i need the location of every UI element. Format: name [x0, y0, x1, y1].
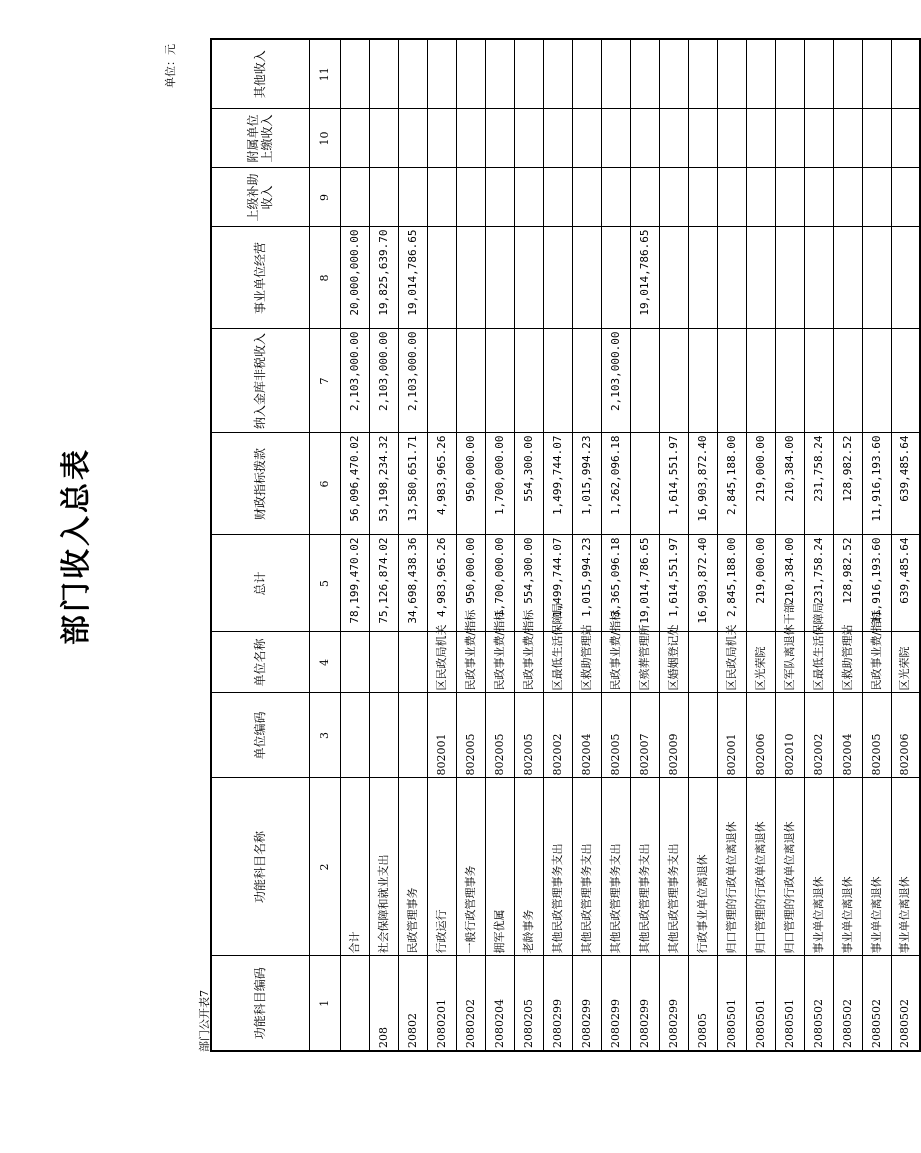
function-name-cell: 其他民政管理事务支出	[630, 778, 659, 956]
table-row	[891, 39, 920, 1051]
page-title: 部门收入总表	[59, 447, 94, 645]
fiscal-allocation-cell: 4,983,965.26	[427, 433, 456, 535]
total-cell: 554,300.00	[514, 535, 543, 632]
business-income-cell	[427, 227, 456, 329]
unit-name-cell: 区民政局机关	[717, 632, 746, 693]
function-name-cell: 归口管理的行政单位离退休	[717, 778, 746, 956]
unit-code-cell: 802005	[456, 693, 485, 778]
total-cell: 2,845,188.00	[717, 535, 746, 632]
other-income-cell	[572, 39, 601, 109]
nontax-revenue-cell	[862, 329, 891, 433]
other-income-cell	[891, 39, 920, 109]
other-income-cell	[543, 39, 572, 109]
table-row	[543, 39, 572, 1051]
unit-code-cell: 802005	[601, 693, 630, 778]
business-income-cell	[775, 227, 804, 329]
nontax-revenue-cell	[572, 329, 601, 433]
other-income-cell	[688, 39, 717, 109]
unit-code-cell	[369, 693, 398, 778]
nontax-revenue-cell	[775, 329, 804, 433]
unit-code-cell: 802004	[572, 693, 601, 778]
other-income-cell	[746, 39, 775, 109]
unit-name-cell: 区殡葬管理所	[630, 632, 659, 693]
nontax-revenue-cell	[630, 329, 659, 433]
function-name-cell: 合计	[340, 778, 369, 956]
table-row	[485, 39, 514, 1051]
unit-name-cell: 区军队离退休干部	[775, 632, 804, 693]
fiscal-allocation-cell: 1,499,744.07	[543, 433, 572, 535]
affiliate-payment-cell	[543, 109, 572, 168]
function-name-cell: 事业单位离退休	[862, 778, 891, 956]
affiliate-payment-cell	[659, 109, 688, 168]
function-code-cell: 2080501	[717, 956, 746, 1051]
header-cell: 附属单位上缴收入	[211, 109, 309, 168]
unit-name-cell: 区救助管理站	[572, 632, 601, 693]
unit-name-cell	[688, 632, 717, 693]
fiscal-allocation-cell: 950,000.00	[456, 433, 485, 535]
business-income-cell	[746, 227, 775, 329]
other-income-cell	[485, 39, 514, 109]
nontax-revenue-cell	[688, 329, 717, 433]
unit-name-cell: 区救助管理站	[833, 632, 862, 693]
nontax-revenue-cell	[543, 329, 572, 433]
function-code-cell: 2080501	[746, 956, 775, 1051]
upper-subsidy-cell	[514, 168, 543, 227]
business-income-cell	[862, 227, 891, 329]
unit-name-cell	[398, 632, 427, 693]
table-row	[775, 39, 804, 1051]
function-code-cell: 2080201	[427, 956, 456, 1051]
function-name-cell: 其他民政管理事务支出	[572, 778, 601, 956]
table-row	[514, 39, 543, 1051]
affiliate-payment-cell	[833, 109, 862, 168]
fiscal-allocation-cell: 11,916,193.60	[862, 433, 891, 535]
business-income-cell: 20,000,000.00	[340, 227, 369, 329]
unit-code-cell: 802005	[485, 693, 514, 778]
unit-code-cell: 802010	[775, 693, 804, 778]
unit-code-cell: 802009	[659, 693, 688, 778]
nontax-revenue-cell: 2,103,000.00	[601, 329, 630, 433]
index-cell: 1	[309, 956, 340, 1051]
total-cell: 34,698,438.36	[398, 535, 427, 632]
table-row	[804, 39, 833, 1051]
unit-name-cell: 民政事业费/指标	[456, 632, 485, 693]
affiliate-payment-cell	[398, 109, 427, 168]
function-name-cell: 归口管理的行政单位离退休	[775, 778, 804, 956]
function-name-cell: 社会保障和就业支出	[369, 778, 398, 956]
table-row	[746, 39, 775, 1051]
fiscal-allocation-cell: 1,700,000.00	[485, 433, 514, 535]
function-code-cell: 2080204	[485, 956, 514, 1051]
total-cell: 128,982.52	[833, 535, 862, 632]
function-code-cell: 2080502	[891, 956, 920, 1051]
upper-subsidy-cell	[427, 168, 456, 227]
total-cell: 75,126,874.02	[369, 535, 398, 632]
fiscal-allocation-cell: 2,845,188.00	[717, 433, 746, 535]
affiliate-payment-cell	[891, 109, 920, 168]
total-cell: 950,000.00	[456, 535, 485, 632]
function-name-cell: 行政运行	[427, 778, 456, 956]
income-summary-table	[210, 38, 921, 1052]
function-name-cell: 行政事业单位离退休	[688, 778, 717, 956]
total-cell: 19,014,786.65	[630, 535, 659, 632]
total-cell: 639,485.64	[891, 535, 920, 632]
index-cell: 7	[309, 329, 340, 433]
affiliate-payment-cell	[514, 109, 543, 168]
affiliate-payment-cell	[775, 109, 804, 168]
function-name-cell: 民政管理事务	[398, 778, 427, 956]
header-cell: 事业单位经营	[211, 227, 309, 329]
function-name-cell: 拥军优属	[485, 778, 514, 956]
business-income-cell	[601, 227, 630, 329]
unit-name-cell: 民政事业费/指标	[862, 632, 891, 693]
table-row	[427, 39, 456, 1051]
other-income-cell	[340, 39, 369, 109]
upper-subsidy-cell	[775, 168, 804, 227]
index-cell: 11	[309, 39, 340, 109]
rotated-page	[40, 40, 912, 1052]
nontax-revenue-cell: 2,103,000.00	[340, 329, 369, 433]
header-cell: 单位编码	[211, 693, 309, 778]
unit-name-cell: 区最低生活保障局	[543, 632, 572, 693]
upper-subsidy-cell	[717, 168, 746, 227]
unit-code-cell: 802005	[862, 693, 891, 778]
fiscal-allocation-cell: 639,485.64	[891, 433, 920, 535]
index-cell: 10	[309, 109, 340, 168]
fiscal-allocation-cell: 16,903,872.40	[688, 433, 717, 535]
other-income-cell	[862, 39, 891, 109]
fiscal-allocation-cell: 1,614,551.97	[659, 433, 688, 535]
nontax-revenue-cell	[891, 329, 920, 433]
business-income-cell	[456, 227, 485, 329]
unit-name-cell: 民政事业费/指标	[601, 632, 630, 693]
total-cell: 11,916,193.60	[862, 535, 891, 632]
function-name-cell: 事业单位离退休	[804, 778, 833, 956]
index-cell: 9	[309, 168, 340, 227]
function-name-cell: 其他民政管理事务支出	[659, 778, 688, 956]
nontax-revenue-cell: 2,103,000.00	[398, 329, 427, 433]
fiscal-allocation-cell: 56,096,470.02	[340, 433, 369, 535]
affiliate-payment-cell	[572, 109, 601, 168]
table-row	[630, 39, 659, 1051]
header-cell: 总计	[211, 535, 309, 632]
unit-name-cell	[340, 632, 369, 693]
nontax-revenue-cell	[717, 329, 746, 433]
upper-subsidy-cell	[398, 168, 427, 227]
unit-label: 单位：元	[164, 44, 177, 88]
other-income-cell	[601, 39, 630, 109]
affiliate-payment-cell	[456, 109, 485, 168]
table-row	[601, 39, 630, 1051]
affiliate-payment-cell	[427, 109, 456, 168]
nontax-revenue-cell	[833, 329, 862, 433]
business-income-cell: 19,014,786.65	[398, 227, 427, 329]
fiscal-allocation-cell: 210,384.00	[775, 433, 804, 535]
table-row	[456, 39, 485, 1051]
upper-subsidy-cell	[891, 168, 920, 227]
fiscal-allocation-cell: 53,198,234.32	[369, 433, 398, 535]
unit-name-cell: 区光荣院	[891, 632, 920, 693]
affiliate-payment-cell	[340, 109, 369, 168]
function-code-cell: 2080502	[833, 956, 862, 1051]
nontax-revenue-cell: 2,103,000.00	[369, 329, 398, 433]
unit-name-cell: 区最低生活保障局	[804, 632, 833, 693]
business-income-cell	[543, 227, 572, 329]
index-cell: 6	[309, 433, 340, 535]
business-income-cell	[514, 227, 543, 329]
affiliate-payment-cell	[688, 109, 717, 168]
function-code-cell: 2080202	[456, 956, 485, 1051]
unit-code-cell: 802001	[717, 693, 746, 778]
affiliate-payment-cell	[369, 109, 398, 168]
affiliate-payment-cell	[746, 109, 775, 168]
table-row	[369, 39, 398, 1051]
upper-subsidy-cell	[630, 168, 659, 227]
business-income-cell	[833, 227, 862, 329]
table-row	[717, 39, 746, 1051]
other-income-cell	[456, 39, 485, 109]
unit-code-cell: 802001	[427, 693, 456, 778]
header-cell: 财政指标拨款	[211, 433, 309, 535]
business-income-cell	[572, 227, 601, 329]
index-cell: 5	[309, 535, 340, 632]
business-income-cell	[804, 227, 833, 329]
function-name-cell: 一般行政管理事务	[456, 778, 485, 956]
function-code-cell: 2080205	[514, 956, 543, 1051]
nontax-revenue-cell	[746, 329, 775, 433]
function-code-cell	[340, 956, 369, 1051]
header-row	[211, 39, 309, 1051]
fiscal-allocation-cell: 128,982.52	[833, 433, 862, 535]
unit-code-cell: 802006	[891, 693, 920, 778]
fiscal-allocation-cell: 1,015,994.23	[572, 433, 601, 535]
nontax-revenue-cell	[514, 329, 543, 433]
index-cell: 3	[309, 693, 340, 778]
unit-code-cell	[688, 693, 717, 778]
table-row	[398, 39, 427, 1051]
upper-subsidy-cell	[746, 168, 775, 227]
fiscal-allocation-cell: 13,580,651.71	[398, 433, 427, 535]
total-cell: 231,758.24	[804, 535, 833, 632]
upper-subsidy-cell	[659, 168, 688, 227]
other-income-cell	[775, 39, 804, 109]
fiscal-allocation-cell: 1,262,096.18	[601, 433, 630, 535]
total-cell: 4,983,965.26	[427, 535, 456, 632]
header-cell: 上级补助收入	[211, 168, 309, 227]
upper-subsidy-cell	[572, 168, 601, 227]
header-cell: 功能科目名称	[211, 778, 309, 956]
function-code-cell: 2080502	[862, 956, 891, 1051]
affiliate-payment-cell	[862, 109, 891, 168]
upper-subsidy-cell	[862, 168, 891, 227]
other-income-cell	[659, 39, 688, 109]
function-name-cell: 老龄事务	[514, 778, 543, 956]
upper-subsidy-cell	[485, 168, 514, 227]
upper-subsidy-cell	[340, 168, 369, 227]
index-row	[309, 39, 340, 1051]
total-cell: 3,365,096.18	[601, 535, 630, 632]
fiscal-allocation-cell: 554,300.00	[514, 433, 543, 535]
header-cell: 其他收入	[211, 39, 309, 109]
function-code-cell: 2080502	[804, 956, 833, 1051]
unit-code-cell	[340, 693, 369, 778]
function-code-cell: 2080299	[659, 956, 688, 1051]
business-income-cell: 19,014,786.65	[630, 227, 659, 329]
total-cell: 78,199,470.02	[340, 535, 369, 632]
unit-name-cell: 区光荣院	[746, 632, 775, 693]
unit-name-cell: 区民政局机关	[427, 632, 456, 693]
nontax-revenue-cell	[427, 329, 456, 433]
header-cell: 功能科目编码	[211, 956, 309, 1051]
total-cell: 1,700,000.00	[485, 535, 514, 632]
unit-code-cell	[398, 693, 427, 778]
table-number: 部门公开表7	[198, 990, 211, 1052]
unit-name-cell	[369, 632, 398, 693]
other-income-cell	[369, 39, 398, 109]
total-cell: 210,384.00	[775, 535, 804, 632]
function-name-cell: 事业单位离退休	[891, 778, 920, 956]
affiliate-payment-cell	[804, 109, 833, 168]
upper-subsidy-cell	[456, 168, 485, 227]
function-code-cell: 20805	[688, 956, 717, 1051]
affiliate-payment-cell	[717, 109, 746, 168]
header-cell: 纳入金库非税收入	[211, 329, 309, 433]
total-cell: 16,903,872.40	[688, 535, 717, 632]
index-cell: 8	[309, 227, 340, 329]
function-name-cell: 事业单位离退休	[833, 778, 862, 956]
business-income-cell	[717, 227, 746, 329]
index-cell: 4	[309, 632, 340, 693]
total-cell: 1,015,994.23	[572, 535, 601, 632]
business-income-cell	[485, 227, 514, 329]
upper-subsidy-cell	[543, 168, 572, 227]
header-cell: 单位名称	[211, 632, 309, 693]
table-row	[340, 39, 369, 1051]
function-code-cell: 2080299	[630, 956, 659, 1051]
other-income-cell	[427, 39, 456, 109]
nontax-revenue-cell	[456, 329, 485, 433]
unit-code-cell: 802004	[833, 693, 862, 778]
table-row	[688, 39, 717, 1051]
fiscal-allocation-cell	[630, 433, 659, 535]
function-name-cell: 归口管理的行政单位离退休	[746, 778, 775, 956]
other-income-cell	[398, 39, 427, 109]
unit-name-cell: 区婚姻登记处	[659, 632, 688, 693]
affiliate-payment-cell	[485, 109, 514, 168]
function-code-cell: 2080501	[775, 956, 804, 1051]
function-code-cell: 2080299	[572, 956, 601, 1051]
other-income-cell	[630, 39, 659, 109]
table-row	[862, 39, 891, 1051]
function-name-cell: 其他民政管理事务支出	[543, 778, 572, 956]
other-income-cell	[514, 39, 543, 109]
business-income-cell	[891, 227, 920, 329]
function-code-cell: 2080299	[601, 956, 630, 1051]
unit-code-cell: 802007	[630, 693, 659, 778]
other-income-cell	[804, 39, 833, 109]
nontax-revenue-cell	[485, 329, 514, 433]
business-income-cell: 19,825,639.70	[369, 227, 398, 329]
function-code-cell: 208	[369, 956, 398, 1051]
index-cell: 2	[309, 778, 340, 956]
upper-subsidy-cell	[369, 168, 398, 227]
table-row	[659, 39, 688, 1051]
other-income-cell	[833, 39, 862, 109]
function-name-cell: 其他民政管理事务支出	[601, 778, 630, 956]
nontax-revenue-cell	[804, 329, 833, 433]
total-cell: 219,000.00	[746, 535, 775, 632]
table-row	[833, 39, 862, 1051]
fiscal-allocation-cell: 219,000.00	[746, 433, 775, 535]
total-cell: 1,499,744.07	[543, 535, 572, 632]
unit-code-cell: 802002	[804, 693, 833, 778]
other-income-cell	[717, 39, 746, 109]
table-row	[572, 39, 601, 1051]
function-code-cell: 2080299	[543, 956, 572, 1051]
unit-name-cell: 民政事业费/指标	[514, 632, 543, 693]
upper-subsidy-cell	[804, 168, 833, 227]
unit-code-cell: 802005	[514, 693, 543, 778]
unit-code-cell: 802002	[543, 693, 572, 778]
fiscal-allocation-cell: 231,758.24	[804, 433, 833, 535]
unit-name-cell: 民政事业费/指标	[485, 632, 514, 693]
nontax-revenue-cell	[659, 329, 688, 433]
function-code-cell: 20802	[398, 956, 427, 1051]
upper-subsidy-cell	[833, 168, 862, 227]
upper-subsidy-cell	[688, 168, 717, 227]
total-cell: 1,614,551.97	[659, 535, 688, 632]
table-body	[340, 39, 920, 1051]
business-income-cell	[659, 227, 688, 329]
upper-subsidy-cell	[601, 168, 630, 227]
affiliate-payment-cell	[630, 109, 659, 168]
business-income-cell	[688, 227, 717, 329]
affiliate-payment-cell	[601, 109, 630, 168]
unit-code-cell: 802006	[746, 693, 775, 778]
